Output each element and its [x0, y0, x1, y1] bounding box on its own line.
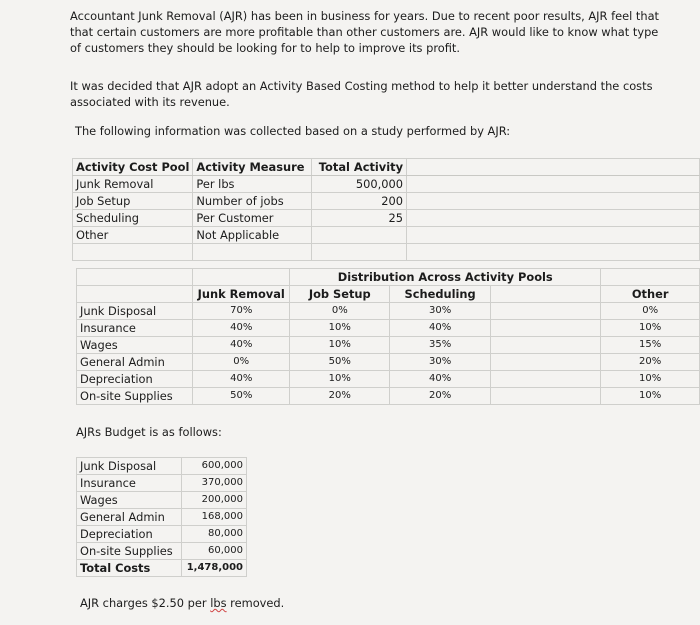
column-header-junk-removal: Junk Removal [193, 286, 290, 303]
distribution-table [76, 268, 700, 405]
table-row [73, 193, 700, 210]
table-row: Junk Disposal 70% 0% 30% 0% [77, 303, 700, 320]
activity-measure: Per lbs [193, 176, 312, 193]
table-row [77, 509, 247, 526]
activity-measure: Per Customer [193, 210, 312, 227]
info-paragraph: The following information was collected based on a study performed by AJR: [75, 124, 511, 138]
total-row [77, 560, 247, 577]
activity-table [72, 158, 700, 261]
activity-pool: Junk Removal [73, 176, 193, 193]
table-row [77, 475, 247, 492]
total-value: 1,478,000 [182, 560, 247, 577]
cost-label: Insurance [77, 320, 193, 337]
total-label: Total Costs [77, 560, 182, 577]
budget-value: 80,000 [182, 526, 247, 543]
budget-value: 200,000 [182, 492, 247, 509]
activity-header-pool: Activity Cost Pool [73, 159, 193, 176]
column-header-job-setup: Job Setup [290, 286, 390, 303]
cost-label: Depreciation [77, 371, 193, 388]
table-row: Wages 40% 10% 35% 15% [77, 337, 700, 354]
activity-total: 500,000 [312, 176, 407, 193]
spellcheck-word: lbs [210, 596, 227, 610]
activity-total: 200 [312, 193, 407, 210]
table-row [77, 458, 247, 475]
table-row [77, 492, 247, 509]
budget-value: 60,000 [182, 543, 247, 560]
table-row [73, 210, 700, 227]
budget-value: 370,000 [182, 475, 247, 492]
budget-caption: AJRs Budget is as follows: [76, 425, 222, 439]
column-header-scheduling: Scheduling [390, 286, 490, 303]
column-header-other: Other [601, 286, 700, 303]
activity-total [312, 227, 407, 244]
cost-label: General Admin [77, 354, 193, 371]
table-row: General Admin 0% 50% 30% 20% [77, 354, 700, 371]
table-row: On-site Supplies 50% 20% 20% 10% [77, 388, 700, 405]
cost-label: Wages [77, 337, 193, 354]
budget-value: 168,000 [182, 509, 247, 526]
table-row [73, 227, 700, 244]
activity-header-measure: Activity Measure [193, 159, 312, 176]
table-row: Depreciation 40% 10% 40% 10% [77, 371, 700, 388]
budget-table [76, 457, 247, 577]
budget-label: On-site Supplies [77, 543, 182, 560]
activity-pool: Other [73, 227, 193, 244]
activity-header-total: Total Activity [312, 159, 407, 176]
activity-pool: Job Setup [73, 193, 193, 210]
budget-label: Insurance [77, 475, 182, 492]
cost-label: Junk Disposal [77, 303, 193, 320]
abc-paragraph: It was decided that AJR adopt an Activity Based Costing method to help it better understand the costs associated with its revenue. [70, 79, 653, 109]
activity-pool: Scheduling [73, 210, 193, 227]
activity-header-spacer [407, 159, 700, 176]
budget-label: Depreciation [77, 526, 182, 543]
activity-measure: Number of jobs [193, 193, 312, 210]
table-row [77, 526, 247, 543]
budget-label: Junk Disposal [77, 458, 182, 475]
budget-label: Wages [77, 492, 182, 509]
intro-paragraph: Accountant Junk Removal (AJR) has been in business for years. Due to recent poor results, AJR feel that that certain customers are more profitable than other customers are. AJR would like to know what type of customers they should be looking for to help to improve its profit. [70, 9, 660, 55]
activity-measure: Not Applicable [193, 227, 312, 244]
table-row [77, 543, 247, 560]
cost-label: On-site Supplies [77, 388, 193, 405]
budget-value: 600,000 [182, 458, 247, 475]
budget-label: General Admin [77, 509, 182, 526]
charges-note: AJR charges $2.50 per lbs removed. [80, 596, 285, 610]
activity-total: 25 [312, 210, 407, 227]
table-row [73, 176, 700, 193]
distribution-title: Distribution Across Activity Pools [290, 269, 601, 286]
table-row: Insurance 40% 10% 40% 10% [77, 320, 700, 337]
